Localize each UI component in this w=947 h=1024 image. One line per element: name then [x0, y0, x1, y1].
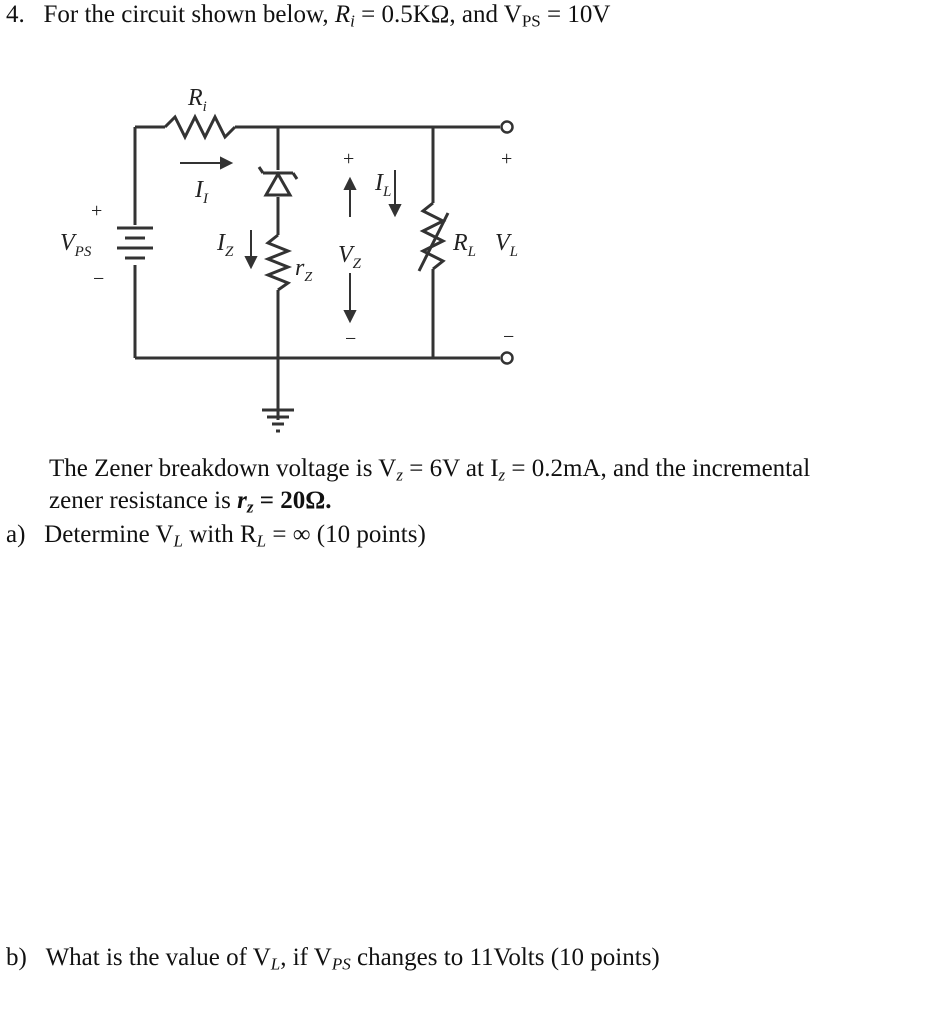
- zener-text-d: zener resistance is: [49, 487, 238, 514]
- vz-subscript: z: [396, 465, 403, 485]
- ri-symbol: R: [334, 1, 351, 28]
- zener-text-c: = 0.2mA, and the incremental: [511, 455, 811, 482]
- label-vps: $V_{PS}$: [60, 230, 92, 260]
- part-b-vl-sub: L: [270, 954, 281, 974]
- part-a: [6, 520, 426, 550]
- part-a-text: Determine V: [44, 521, 174, 548]
- il-arrow-head: [390, 205, 400, 215]
- label-iz: $I_Z$: [217, 230, 234, 260]
- rz-symbol: r: [237, 487, 247, 514]
- rz-subscript: z: [246, 497, 254, 517]
- part-b-vps-sub: PS: [331, 954, 351, 974]
- zener-description-line1: [49, 454, 810, 484]
- question-number: 4.: [6, 1, 25, 28]
- zener-text-a: The Zener breakdown voltage is V: [49, 455, 397, 482]
- vz-arrow-down-head: [345, 311, 355, 321]
- vl-minus: −: [503, 326, 515, 348]
- vps-minus: −: [93, 268, 105, 290]
- zener-description-line2: [49, 486, 331, 516]
- vz-plus: +: [343, 148, 355, 170]
- question-header: [6, 0, 610, 30]
- label-ii: $I_I$: [195, 177, 208, 207]
- vl-plus: +: [501, 148, 513, 170]
- part-a-label: a): [6, 521, 26, 548]
- iz-subscript: z: [498, 465, 506, 485]
- vps-value: = 10V: [547, 1, 611, 28]
- rz-value: = 20Ω.: [253, 487, 332, 514]
- part-a-text-c: = ∞ (10 points): [266, 521, 426, 548]
- part-b-text-b: , if V: [280, 944, 332, 971]
- part-a-rl-sub: L: [256, 531, 267, 551]
- part-b-label: b): [6, 944, 27, 971]
- output-terminal-bottom: [502, 353, 513, 364]
- vps-subscript: PS: [521, 11, 541, 31]
- label-ri: $R_i$: [188, 85, 207, 115]
- zener-triangle: [266, 174, 290, 195]
- rz-resistor: [268, 235, 288, 290]
- part-b: [6, 943, 660, 973]
- part-a-text-b: with R: [183, 521, 257, 548]
- label-rl: $R_L$: [453, 230, 477, 260]
- zener-text-b: = 6V at I: [409, 455, 499, 482]
- vz-minus: −: [345, 328, 357, 350]
- part-b-text-c: changes to 11Volts (10 points): [350, 944, 660, 971]
- iz-arrow-head: [246, 257, 256, 267]
- ri-value: = 0.5KΩ, and V: [361, 1, 522, 28]
- vz-arrow-up-head: [345, 179, 355, 189]
- question-intro: For the circuit shown below,: [43, 1, 329, 28]
- ri-subscript: i: [350, 11, 355, 31]
- ii-arrow-head: [221, 158, 231, 168]
- part-a-vl-sub: L: [173, 531, 183, 551]
- label-vl: $V_L$: [495, 230, 519, 260]
- label-vz: $V_Z$: [338, 242, 362, 272]
- zener-circuit-diagram: [55, 75, 555, 435]
- output-terminal-top: [502, 122, 513, 133]
- part-b-text: What is the value of V: [45, 944, 271, 971]
- label-rz: $r_Z$: [295, 255, 313, 285]
- ri-resistor: [165, 117, 235, 137]
- label-il: $I_L$: [375, 170, 392, 200]
- vps-plus: +: [91, 200, 103, 222]
